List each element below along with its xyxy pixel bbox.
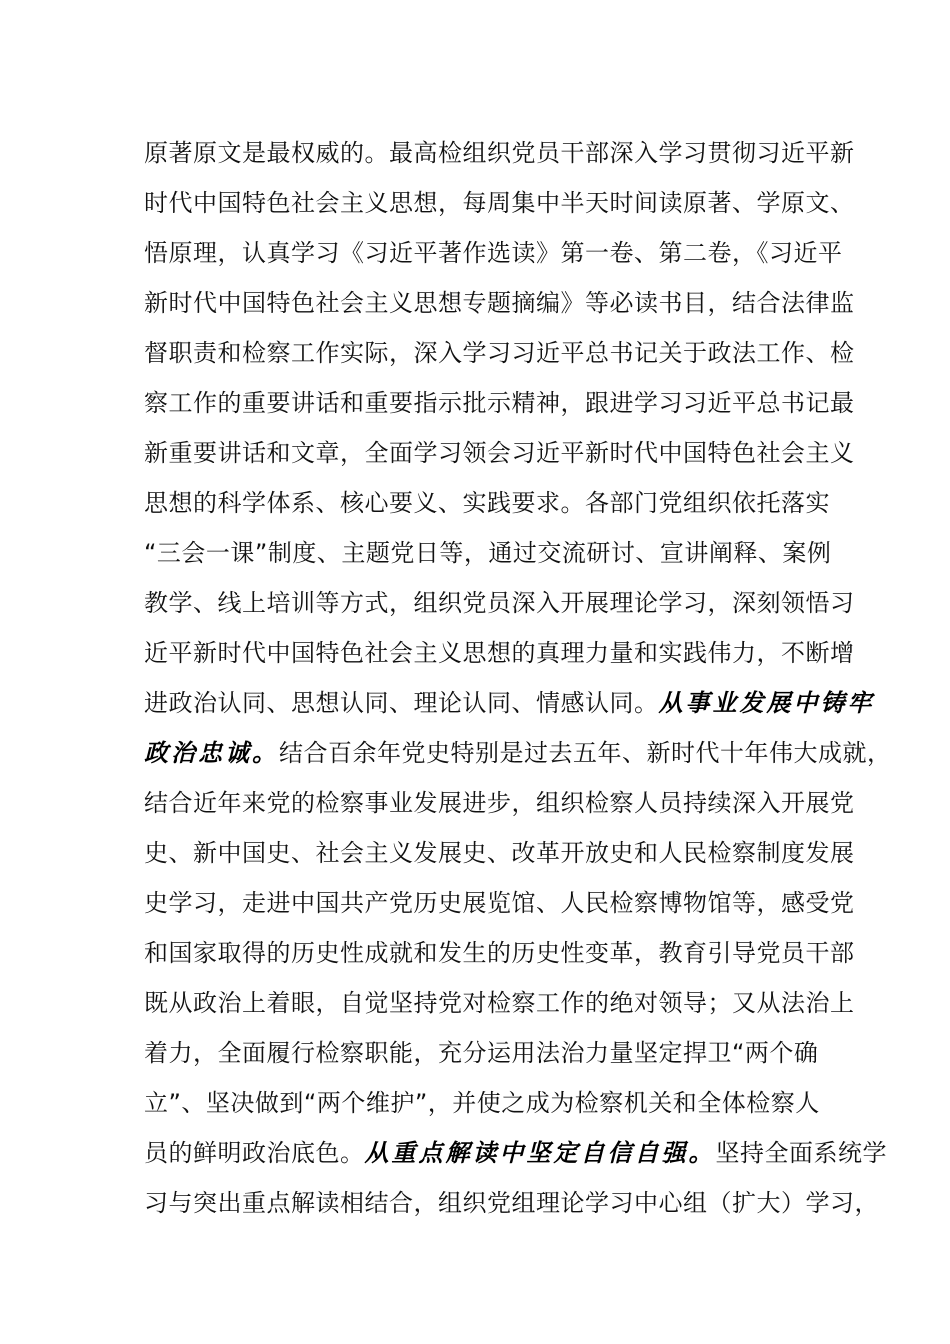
body-text-segment: 新时代中国特色社会主义思想专题摘编》等必读书目，结合法律监 xyxy=(144,289,855,317)
body-text-segment: 史、新中国史、社会主义发展史、改革开放史和人民检察制度发展 xyxy=(144,839,855,867)
text-line xyxy=(144,578,855,628)
body-text-segment: 着力，全面履行检察职能，充分运用法治力量坚定捍卫“两个确 xyxy=(144,1039,819,1067)
emphasized-heading-text: 从事业发展中铸牢 xyxy=(658,688,875,717)
text-line xyxy=(144,828,855,878)
text-line xyxy=(144,478,830,528)
body-text-segment: 思想的科学体系、核心要义、实践要求。各部门党组织依托落实 xyxy=(144,489,830,517)
text-line xyxy=(144,128,855,178)
body-text-segment: 员的鲜明政治底色。 xyxy=(144,1139,365,1167)
body-text-segment: 察工作的重要讲话和重要指示批示精神，跟进学习习近平总书记最 xyxy=(144,389,855,417)
body-text-segment: 新重要讲话和文章，全面学习领会习近平新时代中国特色社会主义 xyxy=(144,439,855,467)
body-text-segment: 坚持全面系统学 xyxy=(715,1139,887,1167)
text-line xyxy=(144,728,892,778)
text-line xyxy=(144,278,855,328)
text-line xyxy=(144,1178,879,1228)
body-text-segment: 和国家取得的历史性成就和发生的历史性变革，教育引导党员干部 xyxy=(144,939,855,967)
body-text-segment: 习与突出重点解读相结合，组织党组理论学习中心组（扩大）学习， xyxy=(144,1189,879,1217)
text-line xyxy=(144,328,855,378)
body-text-segment: 悟原理，认真学习《习近平著作选读》第一卷、第二卷，《习近平 xyxy=(144,239,843,267)
body-text-segment: 督职责和检察工作实际，深入学习习近平总书记关于政法工作、检 xyxy=(144,339,855,367)
body-text-segment: 原著原文是最权威的。最高检组织党员干部深入学习贯彻习近平新 xyxy=(144,139,855,167)
body-text-segment: 进政治认同、思想认同、理论认同、情感认同。 xyxy=(144,689,659,717)
body-text-segment: 既从政治上着眼，自觉坚持党对检察工作的绝对领导；又从法治上 xyxy=(144,989,855,1017)
emphasized-heading-text: 政治忠诚。 xyxy=(144,738,279,767)
body-paragraph xyxy=(144,128,892,1228)
text-line xyxy=(144,228,843,278)
text-line xyxy=(144,778,855,828)
body-text-segment: “三会一课”制度、主题党日等，通过交流研讨、宣讲阐释、案例 xyxy=(144,539,832,567)
body-text-segment: 教学、线上培训等方式，组织党员深入开展理论学习，深刻领悟习 xyxy=(144,589,855,617)
text-line xyxy=(144,928,855,978)
body-text-segment: 近平新时代中国特色社会主义思想的真理力量和实践伟力，不断增 xyxy=(144,639,855,667)
text-line xyxy=(144,1128,887,1178)
text-line xyxy=(144,1078,824,1128)
body-text-segment: 立”、坚决做到“两个维护”，并使之成为检察机关和全体检察人 xyxy=(144,1089,820,1117)
text-line xyxy=(144,1028,824,1078)
body-text-segment: 时代中国特色社会主义思想，每周集中半天时间读原著、学原文、 xyxy=(144,189,855,217)
body-text-segment: 结合近年来党的检察事业发展进步，组织检察人员持续深入开展党 xyxy=(144,789,855,817)
emphasized-heading-text: 从重点解读中坚定自信自强。 xyxy=(364,1138,716,1167)
body-text-segment: 结合百余年党史特别是过去五年、新时代十年伟大成就， xyxy=(279,739,892,767)
body-text-segment: 史学习，走进中国共产党历史展览馆、人民检察博物馆等，感受党 xyxy=(144,889,855,917)
text-line xyxy=(144,178,855,228)
text-line xyxy=(144,978,855,1028)
text-line xyxy=(144,628,855,678)
text-line xyxy=(144,878,855,928)
text-line xyxy=(144,678,875,728)
text-line xyxy=(144,528,832,578)
text-line xyxy=(144,428,855,478)
text-line xyxy=(144,378,855,428)
